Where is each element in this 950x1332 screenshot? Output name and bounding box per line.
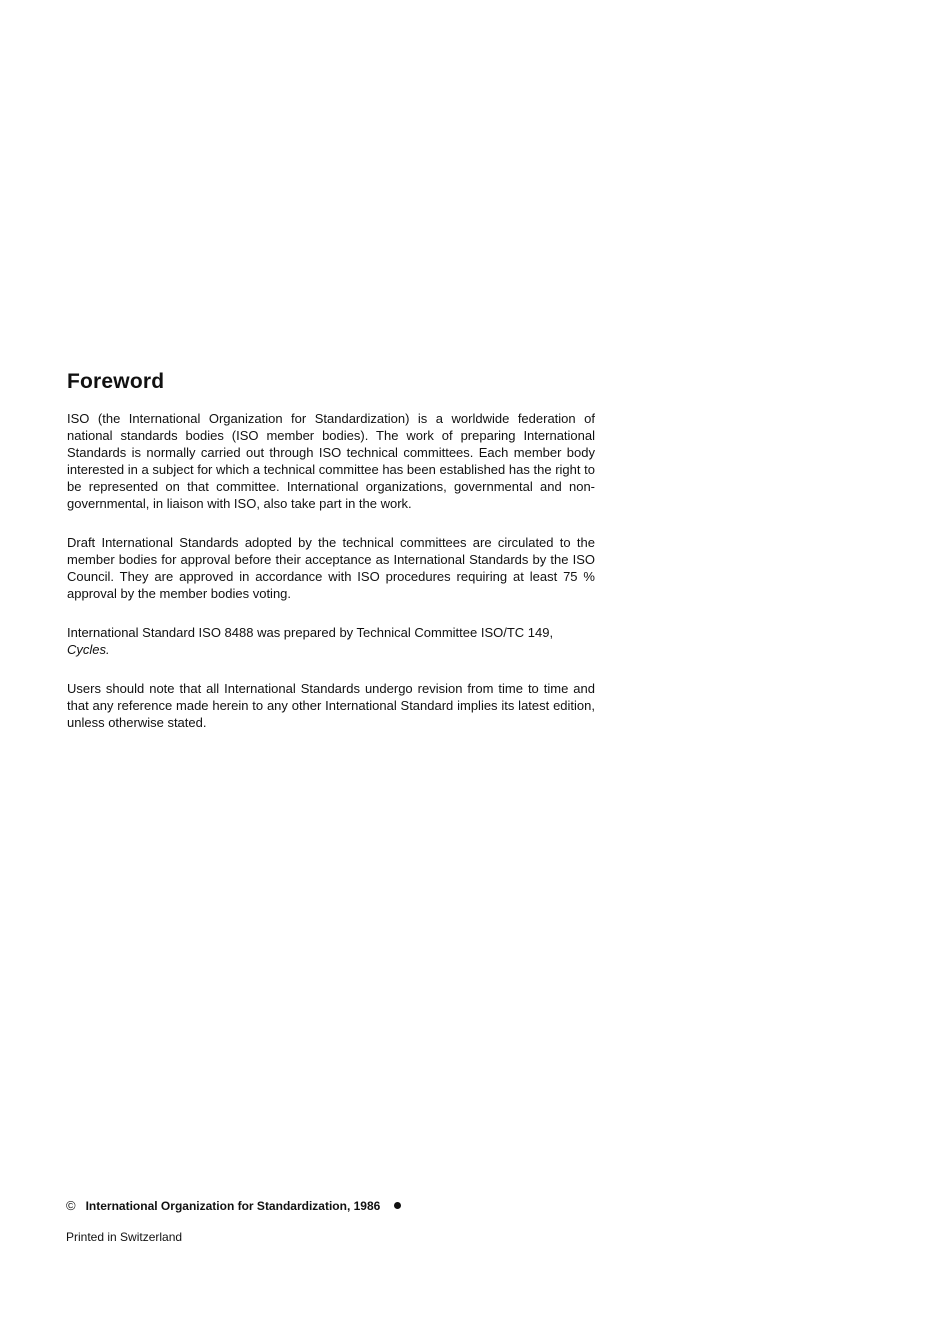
foreword-paragraph-draft-standards: Draft International Standards adopted by the technical committees are circulated to the member bodies for approval before their acceptance as International Standards by the ISO Council. They are approved in accordance with ISO procedures requiring at least 75 % approval by the member bodies voting. (67, 535, 595, 601)
copyright-text: International Organization for Standardization, 1986 (85, 1199, 381, 1213)
printed-in-note: Printed in Switzerland (66, 1230, 183, 1244)
preparation-text: International Standard ISO 8488 was prepared by Technical Committee ISO/TC 149, (67, 625, 554, 640)
bullet-dot-icon (394, 1202, 401, 1209)
foreword-paragraph-revision-note: Users should note that all International Standards undergo revision from time to time and that any reference made herein to any other International Standard implies its latest edition, unless otherwise stated. (67, 681, 595, 730)
copyright-line (66, 1197, 401, 1215)
foreword-paragraph-iso-description: ISO (the International Organization for Standardization) is a worldwide federation of national standards bodies (ISO member bodies). The work of preparing International Standards is normally carried out through ISO technical committees. Each member body interested in a subject for which a technical committee has been established has the right to be represented on that committee. International organizations, governmental and non-governmental, in liaison with ISO, also take part in the work. (67, 411, 595, 511)
foreword-heading: Foreword (67, 370, 165, 393)
copyright-symbol: © (66, 1198, 76, 1213)
foreword-paragraph-preparation (67, 624, 595, 658)
foreword-section (67, 368, 595, 731)
committee-title: Cycles. (67, 642, 110, 657)
